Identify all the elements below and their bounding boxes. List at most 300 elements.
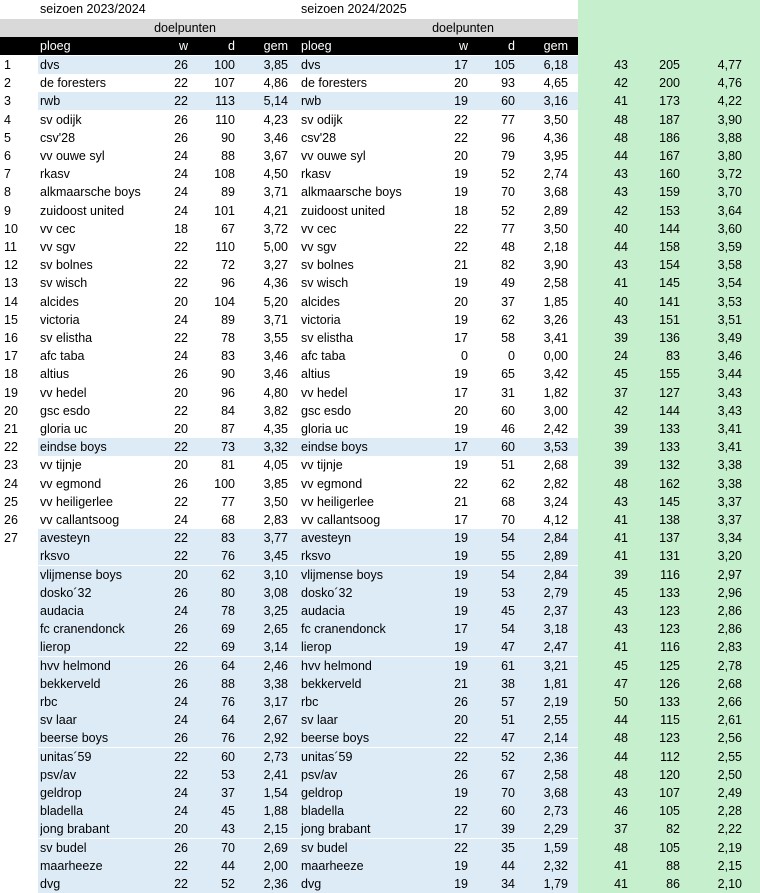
team-2024-cell: de foresters	[301, 76, 368, 91]
d-2024-cell: 70	[501, 786, 515, 800]
w-2023-cell: 22	[174, 858, 188, 873]
total-w-cell: 48	[614, 112, 628, 127]
d-2024-cell: 96	[501, 130, 515, 145]
gem-2024-cell: 2,89	[543, 203, 568, 218]
team-2024-cell: vv heiligerlee	[301, 494, 374, 509]
gem-2023-cell: 3,17	[263, 695, 288, 709]
total-gem-cell: 2,28	[717, 804, 742, 819]
d-2023-cell: 96	[221, 385, 235, 400]
table-row	[0, 384, 760, 402]
gem-2024-cell: 1,85	[543, 294, 568, 309]
table-row	[0, 347, 760, 365]
team-2023-cell: altius	[40, 367, 70, 382]
gem-2023-cell: 3,10	[263, 567, 288, 582]
d-2024-cell: 53	[501, 585, 515, 600]
total-w-cell: 43	[614, 185, 628, 200]
d-2023-cell: 52	[221, 877, 235, 891]
total-gem-cell: 3,49	[717, 331, 742, 345]
team-2023-cell: sv bolnes	[40, 258, 93, 273]
total-w-cell: 41	[614, 276, 628, 291]
w-2023-cell: 22	[174, 531, 188, 546]
total-w-cell: 48	[614, 476, 628, 491]
w-2024-cell: 19	[454, 185, 468, 200]
total-w-cell: 39	[614, 331, 628, 345]
team-2024-cell: csv'28	[301, 130, 337, 145]
team-2023-cell: unitas´59	[40, 749, 92, 764]
w-2024-cell: 19	[454, 276, 468, 291]
total-d-cell: 158	[659, 240, 680, 254]
total-d-cell: 141	[659, 294, 680, 309]
team-2024-cell: gsc esdo	[301, 403, 352, 418]
rank-cell: 7	[4, 167, 11, 182]
team-2023-cell: rksvo	[40, 549, 70, 564]
team-2024-cell: vv sgv	[301, 240, 337, 254]
team-2023-cell: hvv helmond	[40, 658, 111, 673]
team-2023-cell: avesteyn	[40, 531, 91, 546]
w-2023-cell: 24	[174, 349, 188, 364]
w-2024-cell: 19	[454, 658, 468, 673]
d-2024-cell: 47	[501, 731, 515, 746]
rank-cell: 13	[4, 276, 18, 291]
w-2024-cell: 19	[454, 549, 468, 564]
gem-2024-cell: 2,47	[543, 640, 568, 655]
gem-2023-cell: 2,73	[263, 749, 288, 764]
team-2023-cell: psv/av	[40, 767, 77, 782]
gem-2023-cell: 4,05	[263, 458, 288, 473]
w-2024-cell: 22	[454, 840, 468, 855]
d-2023-cell: 73	[221, 440, 235, 455]
w-2023-cell: 26	[174, 658, 188, 673]
total-w-cell: 42	[614, 403, 628, 418]
total-gem-cell: 3,46	[717, 349, 742, 364]
w-2023-cell: 22	[174, 640, 188, 655]
col-header-ploeg-2024: ploeg	[301, 39, 332, 53]
gem-2024-cell: 6,18	[543, 58, 568, 72]
team-2023-cell: vv ouwe syl	[40, 149, 105, 163]
total-gem-cell: 2,86	[717, 622, 742, 637]
gem-2024-cell: 2,73	[543, 804, 568, 819]
team-2023-cell: vlijmense boys	[40, 567, 122, 582]
d-2024-cell: 46	[501, 422, 515, 436]
team-2023-cell: audacia	[40, 604, 84, 618]
d-2024-cell: 60	[501, 440, 515, 455]
table-row	[0, 511, 760, 529]
w-2024-cell: 22	[454, 240, 468, 254]
gem-2023-cell: 3,32	[263, 440, 288, 455]
team-2023-cell: lierop	[40, 640, 71, 655]
w-2024-cell: 19	[454, 786, 468, 800]
w-2024-cell: 17	[454, 58, 468, 72]
w-2023-cell: 22	[174, 494, 188, 509]
total-w-cell: 41	[614, 549, 628, 564]
team-2024-cell: avesteyn	[301, 531, 352, 546]
w-2023-cell: 24	[174, 167, 188, 182]
total-gem-cell: 2,68	[717, 676, 742, 691]
team-2024-cell: vv egmond	[301, 476, 363, 491]
d-2023-cell: 72	[221, 258, 235, 273]
total-d-cell: 187	[659, 112, 680, 127]
team-2024-cell: victoria	[301, 312, 341, 327]
gem-2024-cell: 2,29	[543, 822, 568, 837]
w-2023-cell: 24	[174, 804, 188, 819]
table-row	[0, 475, 760, 493]
rank-cell: 8	[4, 185, 11, 200]
gem-2023-cell: 2,46	[263, 658, 288, 673]
total-w-cell: 24	[614, 349, 628, 364]
rank-cell	[4, 820, 32, 838]
d-2023-cell: 100	[214, 58, 235, 72]
w-2023-cell: 26	[174, 676, 188, 691]
d-2024-cell: 77	[501, 112, 515, 127]
gem-2024-cell: 3,18	[543, 622, 568, 637]
rank-cell: 17	[4, 349, 18, 364]
w-2023-cell: 22	[174, 76, 188, 91]
w-2024-cell: 19	[454, 877, 468, 891]
gem-2023-cell: 5,00	[263, 240, 288, 254]
total-gem-cell: 3,90	[717, 112, 742, 127]
d-2023-cell: 67	[221, 221, 235, 236]
team-2023-cell: vv egmond	[40, 476, 102, 491]
table-row	[0, 74, 760, 92]
d-2023-cell: 64	[221, 658, 235, 673]
d-2023-cell: 110	[215, 240, 235, 254]
gem-2024-cell: 3,42	[543, 367, 568, 382]
gem-2024-cell: 2,84	[543, 567, 568, 582]
d-2024-cell: 65	[501, 367, 515, 382]
gem-2023-cell: 3,72	[263, 221, 288, 236]
rank-cell	[4, 547, 32, 565]
w-2024-cell: 17	[454, 513, 468, 527]
gem-2023-cell: 3,46	[263, 367, 288, 382]
total-gem-cell: 4,22	[717, 94, 742, 109]
team-2024-cell: rksvo	[301, 549, 331, 564]
team-2024-cell: geldrop	[301, 786, 343, 800]
team-2024-cell: vv hedel	[301, 385, 348, 400]
team-2023-cell: beerse boys	[40, 731, 109, 746]
w-2023-cell: 22	[174, 240, 188, 254]
total-gem-cell: 3,72	[717, 167, 742, 182]
total-d-cell: 155	[659, 367, 680, 382]
total-gem-cell: 2,86	[717, 604, 742, 618]
gem-2023-cell: 2,65	[263, 622, 288, 637]
rank-cell: 2	[4, 76, 11, 91]
table-row	[0, 274, 760, 292]
col-header-w-2024: w	[458, 39, 468, 53]
rank-cell: 5	[4, 130, 11, 145]
rank-cell: 6	[4, 149, 11, 163]
total-w-cell: 41	[614, 513, 628, 527]
rank-cell	[4, 839, 32, 857]
team-2024-cell: alcides	[301, 294, 340, 309]
w-2024-cell: 19	[454, 367, 468, 382]
total-gem-cell: 3,80	[717, 149, 742, 163]
gem-2023-cell: 2,15	[263, 822, 288, 837]
d-2023-cell: 44	[221, 858, 235, 873]
gem-2024-cell: 3,53	[543, 440, 568, 455]
d-2024-cell: 60	[501, 804, 515, 819]
d-2023-cell: 76	[221, 731, 235, 746]
total-w-cell: 41	[614, 877, 628, 891]
w-2023-cell: 22	[174, 276, 188, 291]
gem-2023-cell: 3,14	[263, 640, 288, 655]
total-gem-cell: 2,10	[717, 877, 742, 891]
w-2024-cell: 19	[454, 640, 468, 655]
table-row	[0, 202, 760, 220]
gem-2024-cell: 3,50	[543, 221, 568, 236]
gem-2024-cell: 2,18	[543, 240, 568, 254]
d-2023-cell: 77	[221, 494, 235, 509]
w-2024-cell: 20	[454, 76, 468, 91]
w-2024-cell: 26	[454, 695, 468, 709]
d-2023-cell: 96	[221, 276, 235, 291]
team-2023-cell: de foresters	[40, 76, 107, 91]
total-d-cell: 105	[659, 840, 680, 855]
w-2023-cell: 20	[174, 822, 188, 837]
table-row	[0, 638, 760, 656]
total-gem-cell: 2,56	[717, 731, 742, 746]
rank-cell	[4, 566, 32, 584]
total-d-cell: 133	[659, 440, 680, 455]
team-2023-cell: bekkerveld	[40, 676, 101, 691]
w-2024-cell: 19	[454, 458, 468, 473]
rank-cell	[4, 675, 32, 693]
d-2024-cell: 37	[501, 294, 515, 309]
total-d-cell: 123	[659, 731, 680, 746]
table-row	[0, 220, 760, 238]
w-2023-cell: 26	[174, 622, 188, 637]
w-2023-cell: 20	[174, 567, 188, 582]
d-2024-cell: 60	[501, 403, 515, 418]
d-2023-cell: 88	[221, 149, 235, 163]
total-w-cell: 39	[614, 440, 628, 455]
gem-2023-cell: 4,35	[263, 422, 288, 436]
d-2024-cell: 38	[501, 676, 515, 691]
total-d-cell: 132	[659, 458, 680, 473]
gem-2023-cell: 3,77	[263, 531, 288, 546]
gem-2024-cell: 2,55	[543, 713, 568, 728]
d-2023-cell: 69	[221, 622, 235, 637]
d-2023-cell: 76	[221, 695, 235, 709]
team-2024-cell: lierop	[301, 640, 332, 655]
rank-cell: 20	[4, 403, 18, 418]
gem-2023-cell: 3,71	[263, 312, 288, 327]
rank-cell: 19	[4, 385, 18, 400]
col-header-d-2023: d	[228, 39, 235, 53]
total-w-cell: 44	[614, 240, 628, 254]
d-2023-cell: 60	[221, 749, 235, 764]
gem-2024-cell: 3,68	[543, 786, 568, 800]
d-2023-cell: 104	[214, 294, 235, 309]
team-2023-cell: sv odijk	[40, 112, 82, 127]
team-2024-cell: eindse boys	[301, 440, 368, 455]
w-2023-cell: 22	[174, 440, 188, 455]
w-2023-cell: 24	[174, 513, 188, 527]
total-gem-cell: 3,37	[717, 494, 742, 509]
w-2024-cell: 19	[454, 604, 468, 618]
total-gem-cell: 2,55	[717, 749, 742, 764]
total-d-cell: 137	[659, 531, 680, 546]
team-2024-cell: maarheeze	[301, 858, 364, 873]
total-w-cell: 40	[614, 294, 628, 309]
team-2024-cell: bekkerveld	[301, 676, 362, 691]
total-gem-cell: 2,78	[717, 658, 742, 673]
gem-2023-cell: 5,14	[263, 94, 288, 109]
table-row	[0, 693, 760, 711]
d-2024-cell: 49	[501, 276, 515, 291]
d-2023-cell: 90	[221, 130, 235, 145]
total-w-cell: 39	[614, 422, 628, 436]
d-2024-cell: 57	[501, 695, 515, 709]
season-2024-label: seizoen 2024/2025	[301, 2, 407, 16]
d-2023-cell: 37	[221, 786, 235, 800]
gem-2024-cell: 2,14	[543, 731, 568, 746]
total-gem-cell: 2,61	[717, 713, 742, 728]
gem-2023-cell: 5,20	[263, 294, 288, 309]
d-2023-cell: 108	[214, 167, 235, 182]
total-d-cell: 125	[659, 658, 680, 673]
team-2023-cell: dvg	[40, 877, 61, 891]
total-gem-cell: 2,19	[717, 840, 742, 855]
total-gem-cell: 3,58	[717, 258, 742, 273]
w-2024-cell: 22	[454, 221, 468, 236]
gem-2023-cell: 4,80	[263, 385, 288, 400]
d-2024-cell: 51	[501, 458, 515, 473]
team-2023-cell: dosko´32	[40, 585, 92, 600]
total-gem-cell: 3,44	[717, 367, 742, 382]
team-2023-cell: dvs	[40, 58, 60, 72]
d-2024-cell: 79	[501, 149, 515, 163]
w-2023-cell: 24	[174, 695, 188, 709]
rank-cell: 25	[4, 494, 18, 509]
w-2023-cell: 22	[174, 877, 188, 891]
gem-2024-cell: 4,36	[543, 130, 568, 145]
total-d-cell: 136	[659, 331, 680, 345]
rank-cell	[4, 748, 32, 766]
team-2024-cell: dvs	[301, 58, 321, 72]
gem-2023-cell: 3,45	[263, 549, 288, 564]
rank-cell: 11	[4, 240, 17, 254]
col-header-ploeg-2023: ploeg	[40, 39, 71, 53]
d-2023-cell: 78	[221, 331, 235, 345]
d-2024-cell: 62	[501, 476, 515, 491]
total-d-cell: 167	[659, 149, 680, 163]
total-gem-cell: 3,70	[717, 185, 742, 200]
w-2024-cell: 17	[454, 822, 468, 837]
team-2023-cell: geldrop	[40, 786, 82, 800]
team-2024-cell: sv bolnes	[301, 258, 354, 273]
w-2023-cell: 24	[174, 786, 188, 800]
table-row	[0, 147, 760, 165]
gem-2024-cell: 3,68	[543, 185, 568, 200]
total-w-cell: 43	[614, 312, 628, 327]
team-2024-cell: audacia	[301, 604, 345, 618]
total-gem-cell: 2,66	[717, 695, 742, 709]
rank-cell	[4, 693, 32, 711]
total-gem-cell: 4,76	[717, 76, 742, 91]
gem-2024-cell: 2,74	[543, 167, 568, 182]
table-row	[0, 729, 760, 747]
w-2024-cell: 17	[454, 385, 468, 400]
team-2024-cell: vv ouwe syl	[301, 149, 366, 163]
d-2023-cell: 45	[221, 804, 235, 819]
table-row	[0, 675, 760, 693]
rank-cell	[4, 711, 32, 729]
team-2023-cell: sv elistha	[40, 331, 93, 345]
total-w-cell: 45	[614, 367, 628, 382]
team-2023-cell: victoria	[40, 312, 80, 327]
total-d-cell: 127	[659, 385, 680, 400]
d-2023-cell: 70	[221, 840, 235, 855]
total-gem-cell: 3,54	[717, 276, 742, 291]
total-w-cell: 45	[614, 658, 628, 673]
w-2024-cell: 22	[454, 112, 468, 127]
total-gem-cell: 3,38	[717, 476, 742, 491]
team-2023-cell: eindse boys	[40, 440, 107, 455]
team-2023-cell: rkasv	[40, 167, 70, 182]
gem-2023-cell: 2,36	[263, 877, 288, 891]
table-row	[0, 183, 760, 201]
table-row	[0, 129, 760, 147]
total-d-cell: 116	[660, 640, 680, 655]
rank-cell: 26	[4, 513, 18, 527]
total-d-cell: 154	[659, 258, 680, 273]
d-2023-cell: 87	[221, 422, 235, 436]
team-2023-cell: gsc esdo	[40, 403, 91, 418]
total-w-cell: 43	[614, 58, 628, 72]
gem-2024-cell: 2,84	[543, 531, 568, 546]
gem-2023-cell: 3,38	[263, 676, 288, 691]
gem-2024-cell: 2,79	[543, 585, 568, 600]
table-row	[0, 493, 760, 511]
total-d-cell: 115	[660, 713, 680, 728]
table-row	[0, 420, 760, 438]
gem-2023-cell: 2,41	[263, 767, 288, 782]
total-d-cell: 144	[659, 221, 680, 236]
team-2024-cell: dosko´32	[301, 585, 353, 600]
total-d-cell: 162	[659, 476, 680, 491]
rank-cell: 16	[4, 331, 18, 345]
d-2024-cell: 60	[501, 94, 515, 109]
total-w-cell: 50	[614, 695, 628, 709]
w-2023-cell: 26	[174, 476, 188, 491]
gem-2023-cell: 4,86	[263, 76, 288, 91]
total-w-cell: 43	[614, 786, 628, 800]
total-w-cell: 42	[614, 203, 628, 218]
team-2024-cell: sv wisch	[301, 276, 349, 291]
total-gem-cell: 2,50	[717, 767, 742, 782]
total-d-cell: 86	[666, 877, 680, 891]
season-2023-label: seizoen 2023/2024	[40, 2, 146, 16]
w-2023-cell: 24	[174, 203, 188, 218]
gem-2024-cell: 0,00	[543, 349, 568, 364]
team-2024-cell: jong brabant	[301, 822, 371, 837]
gem-2023-cell: 2,83	[263, 513, 288, 527]
d-2024-cell: 48	[501, 240, 515, 254]
total-d-cell: 133	[659, 422, 680, 436]
team-2024-cell: rbc	[301, 695, 319, 709]
team-2023-cell: jong brabant	[40, 822, 110, 837]
w-2023-cell: 20	[174, 458, 188, 473]
gem-2023-cell: 3,27	[263, 258, 288, 273]
total-gem-cell: 3,51	[717, 312, 742, 327]
gem-2024-cell: 2,36	[543, 749, 568, 764]
d-2023-cell: 53	[221, 767, 235, 782]
gem-2023-cell: 2,92	[263, 731, 288, 746]
w-2024-cell: 17	[454, 622, 468, 637]
w-2023-cell: 22	[174, 331, 188, 345]
total-gem-cell: 3,37	[717, 513, 742, 527]
total-w-cell: 45	[614, 585, 628, 600]
